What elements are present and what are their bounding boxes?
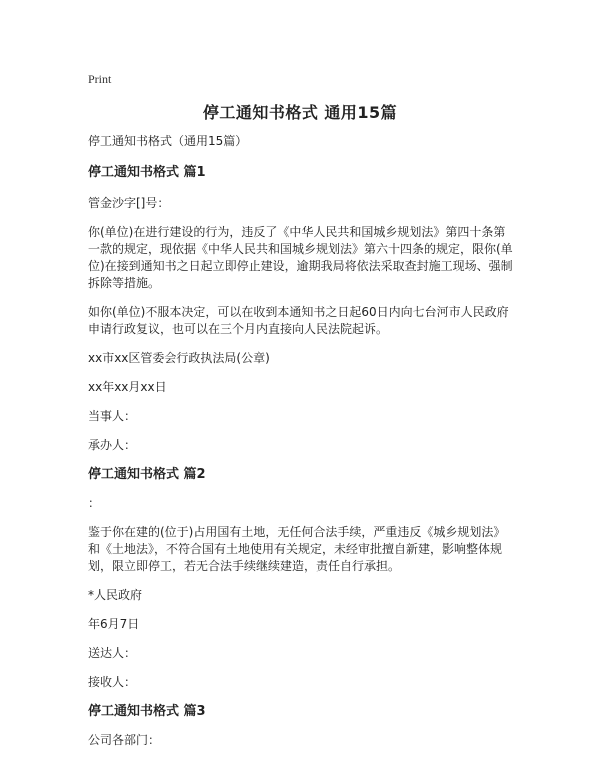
document-body: [88, 133, 516, 749]
section-1-date: xx年xx月xx日: [88, 380, 167, 394]
section-2-receiver: 接收人：: [88, 675, 137, 689]
page-title: 停工通知书格式 通用15篇: [202, 103, 398, 122]
section-2-issuer: *人民政府: [88, 588, 143, 602]
section-1-party: 当事人：: [88, 409, 137, 423]
section-2-date: 年6月7日: [88, 617, 140, 631]
section-2-sender: 送达人：: [88, 646, 137, 660]
section-3-heading: 停工通知书格式 篇3: [88, 704, 206, 719]
section-2-colon: ：: [88, 496, 101, 510]
section-1-handler: 承办人：: [88, 438, 137, 452]
section-2-heading: 停工通知书格式 篇2: [88, 467, 206, 482]
section-2-para-1: 鉴于你在建的(位于)占用国有土地，无任何合法手续，严重违反《城乡规划法》和《土地法》，不符合国有土地使用有关规定，未经审批擅自新建，影响整体规划，限立即停工，若无合法手续继续建造，责任自行承担。: [88, 525, 506, 573]
section-1-para-1: 你(单位)在进行建设的行为，违反了《中华人民共和国城乡规划法》第四十条第一款的规定，现依据《中华人民共和国城乡规划法》第六十四条的规定，限你(单位)在接到通知书之日起立即停止建设，逾期我局将依法采取查封施工现场、强制拆除等措施。: [88, 225, 513, 290]
print-link[interactable]: Print: [88, 72, 112, 86]
section-1-ref: 管金沙字[]号：: [88, 196, 170, 210]
doc-subtitle: 停工通知书格式（通用15篇）: [88, 134, 248, 148]
section-3-recipients: 公司各部门：: [88, 733, 161, 747]
section-1-para-2: 如你(单位)不服本决定，可以在收到本通知书之日起60日内向七台河市人民政府申请行政复议，也可以在三个月内直接向人民法院起诉。: [88, 305, 509, 336]
section-1-issuer: xx市xx区管委会行政执法局(公章): [88, 351, 270, 365]
section-1-heading: 停工通知书格式 篇1: [88, 165, 206, 180]
